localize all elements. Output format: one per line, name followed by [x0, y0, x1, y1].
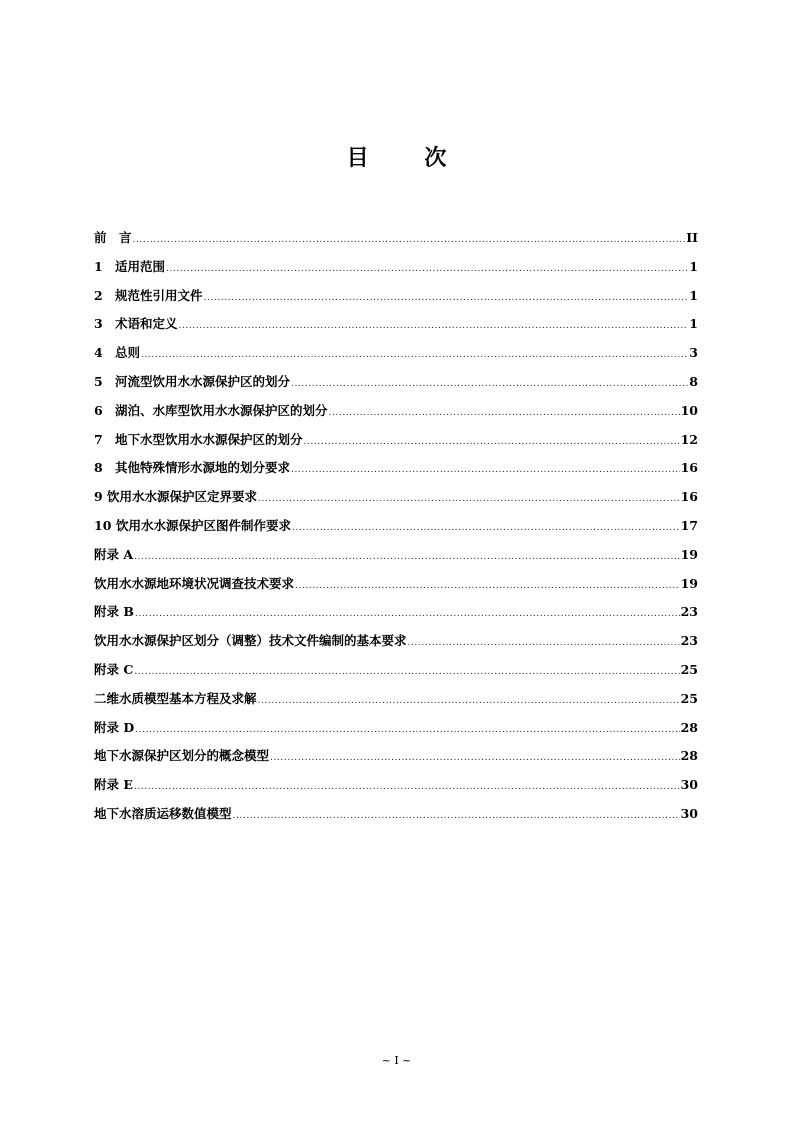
toc-dot-leader	[291, 370, 688, 399]
toc-entry-title: 其他特殊情形水源地的划分要求	[115, 460, 291, 476]
toc-entry[interactable]	[94, 454, 698, 483]
toc-entry-page: 30	[680, 805, 698, 821]
toc-entry-number: 5	[94, 373, 103, 389]
toc-entry[interactable]	[94, 483, 698, 512]
toc-dot-leader	[204, 284, 689, 313]
toc-entry-page: 25	[680, 661, 698, 677]
toc-entry-page: 30	[680, 777, 698, 793]
toc-entry-title: 饮用水水源保护区图件制作要求	[116, 517, 292, 533]
toc-dot-leader	[295, 572, 680, 601]
toc-entry-page: 23	[680, 633, 698, 649]
toc-entry-title: 规范性引用文件	[115, 287, 203, 303]
toc-entry-title: 二维水质模型基本方程及求解	[94, 690, 257, 706]
toc-entry-title: 地下水溶质运移数值模型	[94, 805, 232, 821]
toc-entry-number: 10	[94, 517, 112, 533]
toc-entry[interactable]	[94, 800, 698, 829]
toc-entry[interactable]	[94, 339, 698, 368]
toc-entry-page: 12	[680, 431, 698, 447]
toc-dot-leader	[166, 255, 688, 284]
toc-dot-leader	[291, 456, 680, 485]
toc-entry-title: 附录 B	[94, 604, 134, 620]
toc-entry-title: 地下水源保护区划分的概念模型	[94, 748, 270, 764]
toc-entry-title: 术语和定义	[115, 316, 178, 332]
toc-dot-leader	[134, 658, 679, 687]
toc-entry[interactable]	[94, 771, 698, 800]
toc-entry-page: 28	[680, 719, 698, 735]
toc-entry-number: 2	[94, 287, 103, 303]
toc-dot-leader	[408, 629, 680, 658]
toc-entry-page: 8	[689, 373, 698, 389]
toc-entry[interactable]	[94, 656, 698, 685]
toc-entry-number: 6	[94, 402, 103, 418]
toc-entry-page: 10	[680, 402, 698, 418]
toc-entry-page: 1	[689, 258, 698, 274]
toc-dot-leader	[233, 802, 680, 831]
page-title: 目 次	[346, 145, 471, 171]
toc-entry[interactable]	[94, 512, 698, 541]
toc-entry[interactable]	[94, 541, 698, 570]
toc-dot-leader	[133, 226, 686, 255]
toc-entry-title: 前 言	[94, 230, 132, 245]
toc-entry[interactable]	[94, 310, 698, 339]
table-of-contents	[94, 224, 698, 829]
toc-dot-leader	[179, 312, 689, 341]
toc-entry-title: 地下水型饮用水水源保护区的划分	[115, 431, 303, 447]
toc-entry-number: 1	[94, 258, 103, 274]
toc-entry-title: 饮用水水源地环境状况调查技术要求	[94, 575, 295, 591]
toc-entry[interactable]	[94, 570, 698, 599]
toc-entry-title: 附录 A	[94, 546, 134, 562]
toc-entry-title: 适用范围	[115, 258, 166, 274]
toc-entry-page: 19	[680, 575, 698, 591]
toc-dot-leader	[304, 428, 680, 457]
toc-entry-page: II	[686, 230, 698, 245]
toc-dot-leader	[329, 399, 680, 428]
toc-entry[interactable]	[94, 282, 698, 311]
toc-entry-page: 16	[680, 489, 698, 505]
toc-entry[interactable]	[94, 598, 698, 627]
toc-entry-page: 3	[689, 345, 698, 361]
toc-entry[interactable]	[94, 253, 698, 282]
toc-entry[interactable]	[94, 742, 698, 771]
toc-entry[interactable]	[94, 627, 698, 656]
toc-entry-title: 河流型饮用水水源保护区的划分	[115, 373, 291, 389]
toc-entry-page: 1	[689, 316, 698, 332]
toc-entry[interactable]	[94, 685, 698, 714]
page-number-footer: ~ I ~	[381, 1054, 412, 1067]
toc-entry-title: 湖泊、水库型饮用水水源保护区的划分	[115, 402, 328, 418]
toc-entry-number: 9	[94, 489, 103, 505]
toc-entry-page: 16	[680, 460, 698, 476]
toc-dot-leader	[135, 600, 680, 629]
toc-dot-leader	[258, 687, 680, 716]
toc-dot-leader	[141, 341, 688, 370]
toc-entry-title: 附录 E	[94, 777, 133, 793]
toc-entry-number: 7	[94, 431, 103, 447]
toc-entry-page: 19	[680, 546, 698, 562]
toc-entry-page: 1	[689, 287, 698, 303]
toc-entry-title: 饮用水水源保护区划分（调整）技术文件编制的基本要求	[94, 633, 407, 649]
toc-dot-leader	[270, 744, 680, 773]
toc-dot-leader	[134, 543, 680, 572]
toc-dot-leader	[135, 716, 679, 745]
toc-entry-title: 附录 C	[94, 661, 134, 677]
toc-entry[interactable]	[94, 397, 698, 426]
toc-entry-title: 附录 D	[94, 719, 135, 735]
toc-dot-leader	[134, 773, 680, 802]
toc-entry-title: 总则	[115, 345, 141, 361]
toc-entry[interactable]	[94, 224, 698, 253]
toc-entry-page: 28	[680, 748, 698, 764]
toc-entry-page: 23	[680, 604, 698, 620]
toc-dot-leader	[292, 514, 680, 543]
toc-entry-number: 4	[94, 345, 103, 361]
toc-entry[interactable]	[94, 714, 698, 743]
toc-entry-page: 17	[680, 517, 698, 533]
toc-entry-title: 饮用水水源保护区定界要求	[107, 489, 258, 505]
toc-entry[interactable]	[94, 426, 698, 455]
toc-entry-page: 25	[680, 690, 698, 706]
toc-entry[interactable]	[94, 368, 698, 397]
toc-entry-number: 3	[94, 316, 103, 332]
toc-dot-leader	[258, 485, 680, 514]
toc-entry-number: 8	[94, 460, 103, 476]
